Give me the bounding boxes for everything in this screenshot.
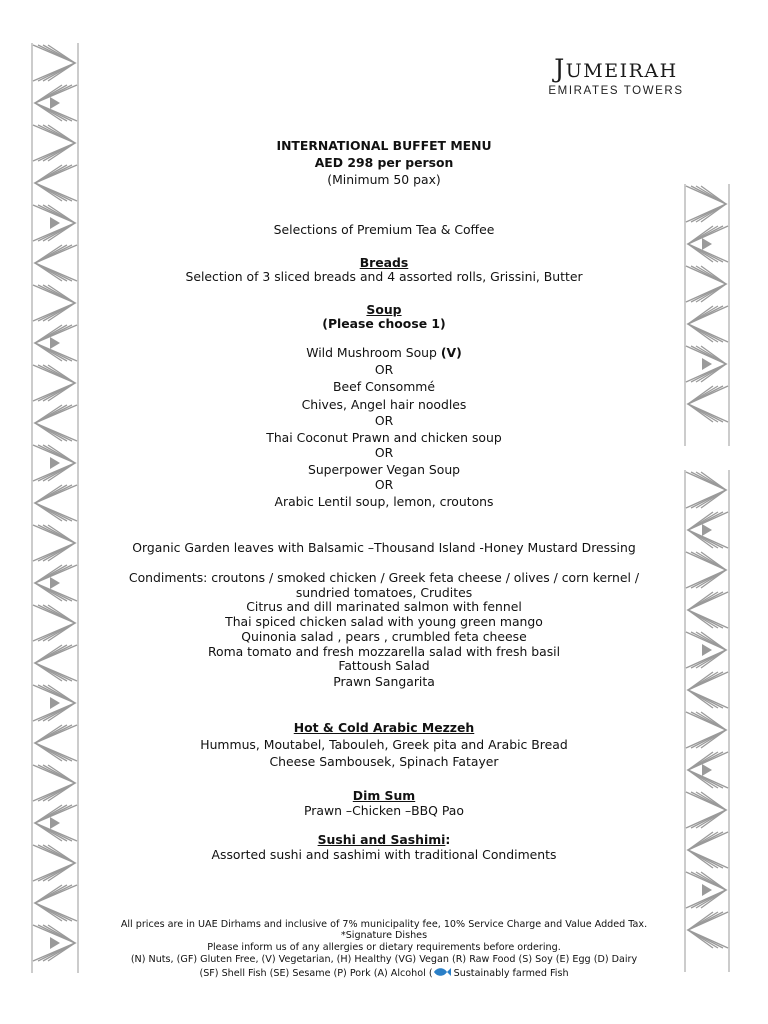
chevron-motif — [33, 45, 75, 81]
mezzeh-item: Cheese Sambousek, Spinach Fatayer — [269, 754, 499, 769]
soup-name: Wild Mushroom Soup — [306, 345, 441, 360]
sushi-heading-colon: : — [445, 832, 451, 847]
salad-leaves: Organic Garden leaves with Balsamic –Thousand Island -Honey Mustard Dressing — [132, 540, 636, 555]
or-separator: OR — [374, 445, 394, 460]
triangle-motif — [50, 697, 60, 709]
brand-logo — [516, 54, 716, 97]
fish-icon — [433, 967, 451, 977]
vegetarian-tag: (V) — [440, 345, 462, 360]
triangle-motif — [702, 524, 712, 536]
brand-name — [516, 54, 716, 83]
soup-item: Thai Coconut Prawn and chicken soup — [266, 430, 502, 445]
footer-signature: *Signature Dishes — [340, 930, 428, 941]
footer-allergies: Please inform us of any allergies or dietary requirements before ordering. — [207, 942, 561, 953]
brand-subtitle: EMIRATES TOWERS — [548, 85, 684, 97]
condiments-line: Condiments: croutons / smoked chicken / Greek feta cheese / olives / corn kernel / — [128, 570, 640, 585]
salad-item: Fattoush Salad — [338, 658, 430, 673]
salad-item: Prawn Sangarita — [333, 674, 435, 689]
condiments-line: sundried tomatoes, Crudites — [295, 585, 473, 600]
tea-coffee: Selections of Premium Tea & Coffee — [273, 222, 495, 237]
chevron-motif — [686, 186, 726, 222]
sushi-item: Assorted sushi and sashimi with traditional Condiments — [211, 847, 557, 862]
footer-prices: All prices are in UAE Dirhams and inclusive of 7% municipality fee, 10% Service Charge and Value Added Tax. — [120, 919, 648, 930]
menu-title: INTERNATIONAL BUFFET MENU — [276, 138, 492, 153]
menu-minimum: (Minimum 50 pax) — [327, 172, 441, 187]
chevron-motif — [686, 872, 726, 908]
soup-heading: Soup — [366, 302, 402, 317]
footer-legend — [0, 967, 768, 980]
or-separator: OR — [374, 477, 394, 492]
soup-item: Arabic Lentil soup, lemon, croutons — [274, 494, 494, 509]
triangle-motif — [702, 238, 712, 250]
triangle-motif — [50, 817, 60, 829]
footer-legend: (N) Nuts, (GF) Gluten Free, (V) Vegetarian, (H) Healthy (VG) Vegan (R) Raw Food (S) Soy (E) Egg (D) Dairy — [130, 954, 638, 965]
chevron-motif — [35, 85, 77, 121]
sushi-heading-text: Sushi and Sashimi — [317, 832, 446, 847]
sushi-heading — [0, 832, 768, 847]
dimsum-heading: Dim Sum — [352, 788, 416, 803]
salad-item: Citrus and dill marinated salmon with fennel — [246, 599, 522, 614]
chevron-motif — [33, 685, 75, 721]
triangle-motif — [702, 884, 712, 896]
breads-heading: Breads — [359, 255, 409, 270]
brand-name-rest: UMEIRAH — [565, 60, 678, 82]
soup-item — [0, 345, 768, 360]
breads-line: Selection of 3 sliced breads and 4 assorted rolls, Grissini, Butter — [185, 269, 583, 284]
dimsum-item: Prawn –Chicken –BBQ Pao — [304, 803, 464, 818]
triangle-motif — [50, 97, 60, 109]
menu-price: AED 298 per person — [314, 155, 454, 170]
mezzeh-item: Hummus, Moutabel, Tabouleh, Greek pita and Arabic Bread — [200, 737, 568, 752]
chevron-motif — [35, 885, 77, 921]
brand-initial: J — [554, 54, 566, 83]
soup-item: Beef Consommé — [333, 379, 435, 394]
mezzeh-heading: Hot & Cold Arabic Mezzeh — [293, 720, 475, 735]
soup-choose: (Please choose 1) — [322, 316, 446, 331]
salad-item: Thai spiced chicken salad with young green mango — [225, 614, 543, 629]
footer-legend-text: (SF) Shell Fish (SE) Sesame (P) Pork (A) Alcohol ( — [199, 968, 433, 979]
salad-item: Quinonia salad , pears , crumbled feta cheese — [241, 629, 527, 644]
or-separator: OR — [374, 362, 394, 377]
footer-legend-text: Sustainably farmed Fish — [450, 968, 569, 979]
soup-item: Superpower Vegan Soup — [307, 462, 461, 477]
or-separator: OR — [374, 413, 394, 428]
salad-item: Roma tomato and fresh mozzarella salad with fresh basil — [207, 644, 561, 659]
soup-item-detail: Chives, Angel hair noodles — [301, 397, 467, 412]
